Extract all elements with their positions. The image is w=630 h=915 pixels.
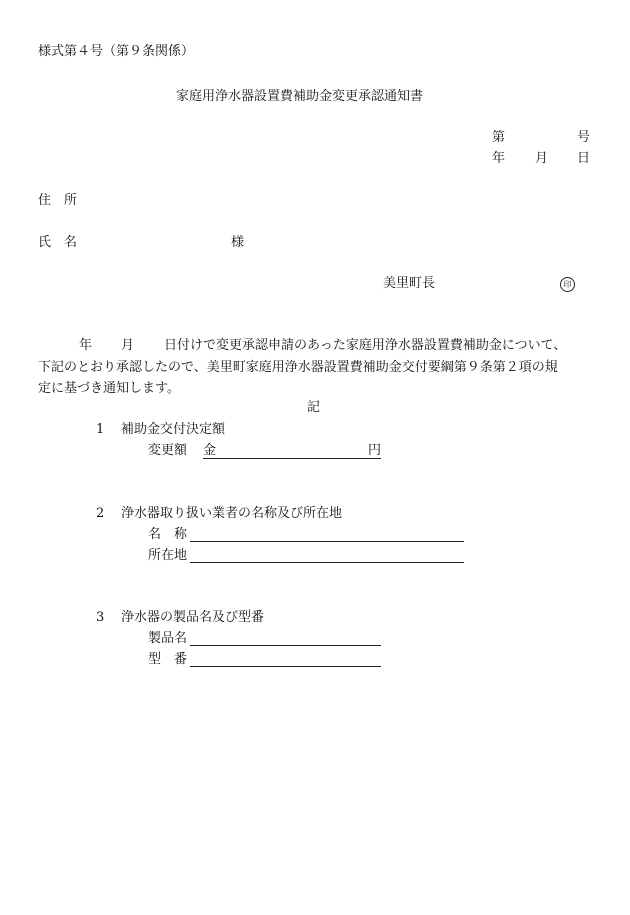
section-1-number: 1: [96, 422, 105, 437]
address-label: 住 所: [38, 193, 78, 208]
name-label: 氏 名: [38, 235, 78, 250]
seal-icon: 印: [560, 277, 575, 292]
model-number-underline: [190, 666, 381, 667]
date-month: 月: [535, 151, 549, 166]
section-3-number: 3: [96, 610, 105, 625]
body-paragraph: [38, 335, 594, 400]
form-number: 様式第４号（第９条関係）: [38, 44, 195, 59]
body-line1: 日付けで変更承認申請のあった家庭用浄水器設置費補助金について、: [164, 338, 567, 353]
vendor-name-underline: [190, 541, 464, 542]
body-month: 月: [121, 338, 135, 353]
ki-label: 記: [307, 400, 321, 415]
doc-number-go: 号: [577, 130, 591, 145]
doc-number-dai: 第: [492, 130, 506, 145]
section-3-heading: 浄水器の製品名及び型番: [121, 610, 265, 625]
section-2-heading: 浄水器取り扱い業者の名称及び所在地: [121, 506, 343, 521]
body-line3: 定に基づき通知します。: [38, 381, 180, 396]
honorific: 様: [231, 235, 245, 250]
amount-suffix: 円: [368, 443, 382, 458]
body-year: 年: [79, 338, 93, 353]
product-name-label: 製品名: [148, 631, 188, 646]
issuer-title: 美里町長: [383, 276, 436, 291]
model-number-label: 型 番: [148, 652, 188, 667]
vendor-name-label: 名 称: [148, 527, 188, 542]
section-2-number: 2: [96, 506, 105, 521]
date-year: 年: [492, 151, 506, 166]
document-title: 家庭用浄水器設置費補助金変更承認通知書: [176, 89, 424, 104]
amount-underline: [203, 458, 381, 459]
change-amount-label: 変更額: [148, 443, 188, 458]
body-line2: 下記のとおり承認したので、美里町家庭用浄水器設置費補助金交付要綱第９条第２項の規: [38, 359, 558, 375]
section-1-heading: 補助金交付決定額: [121, 422, 226, 437]
vendor-address-underline: [190, 562, 464, 563]
product-name-underline: [190, 645, 381, 646]
date-day: 日: [577, 151, 591, 166]
vendor-address-label: 所在地: [148, 548, 188, 563]
amount-prefix: 金: [203, 443, 217, 458]
